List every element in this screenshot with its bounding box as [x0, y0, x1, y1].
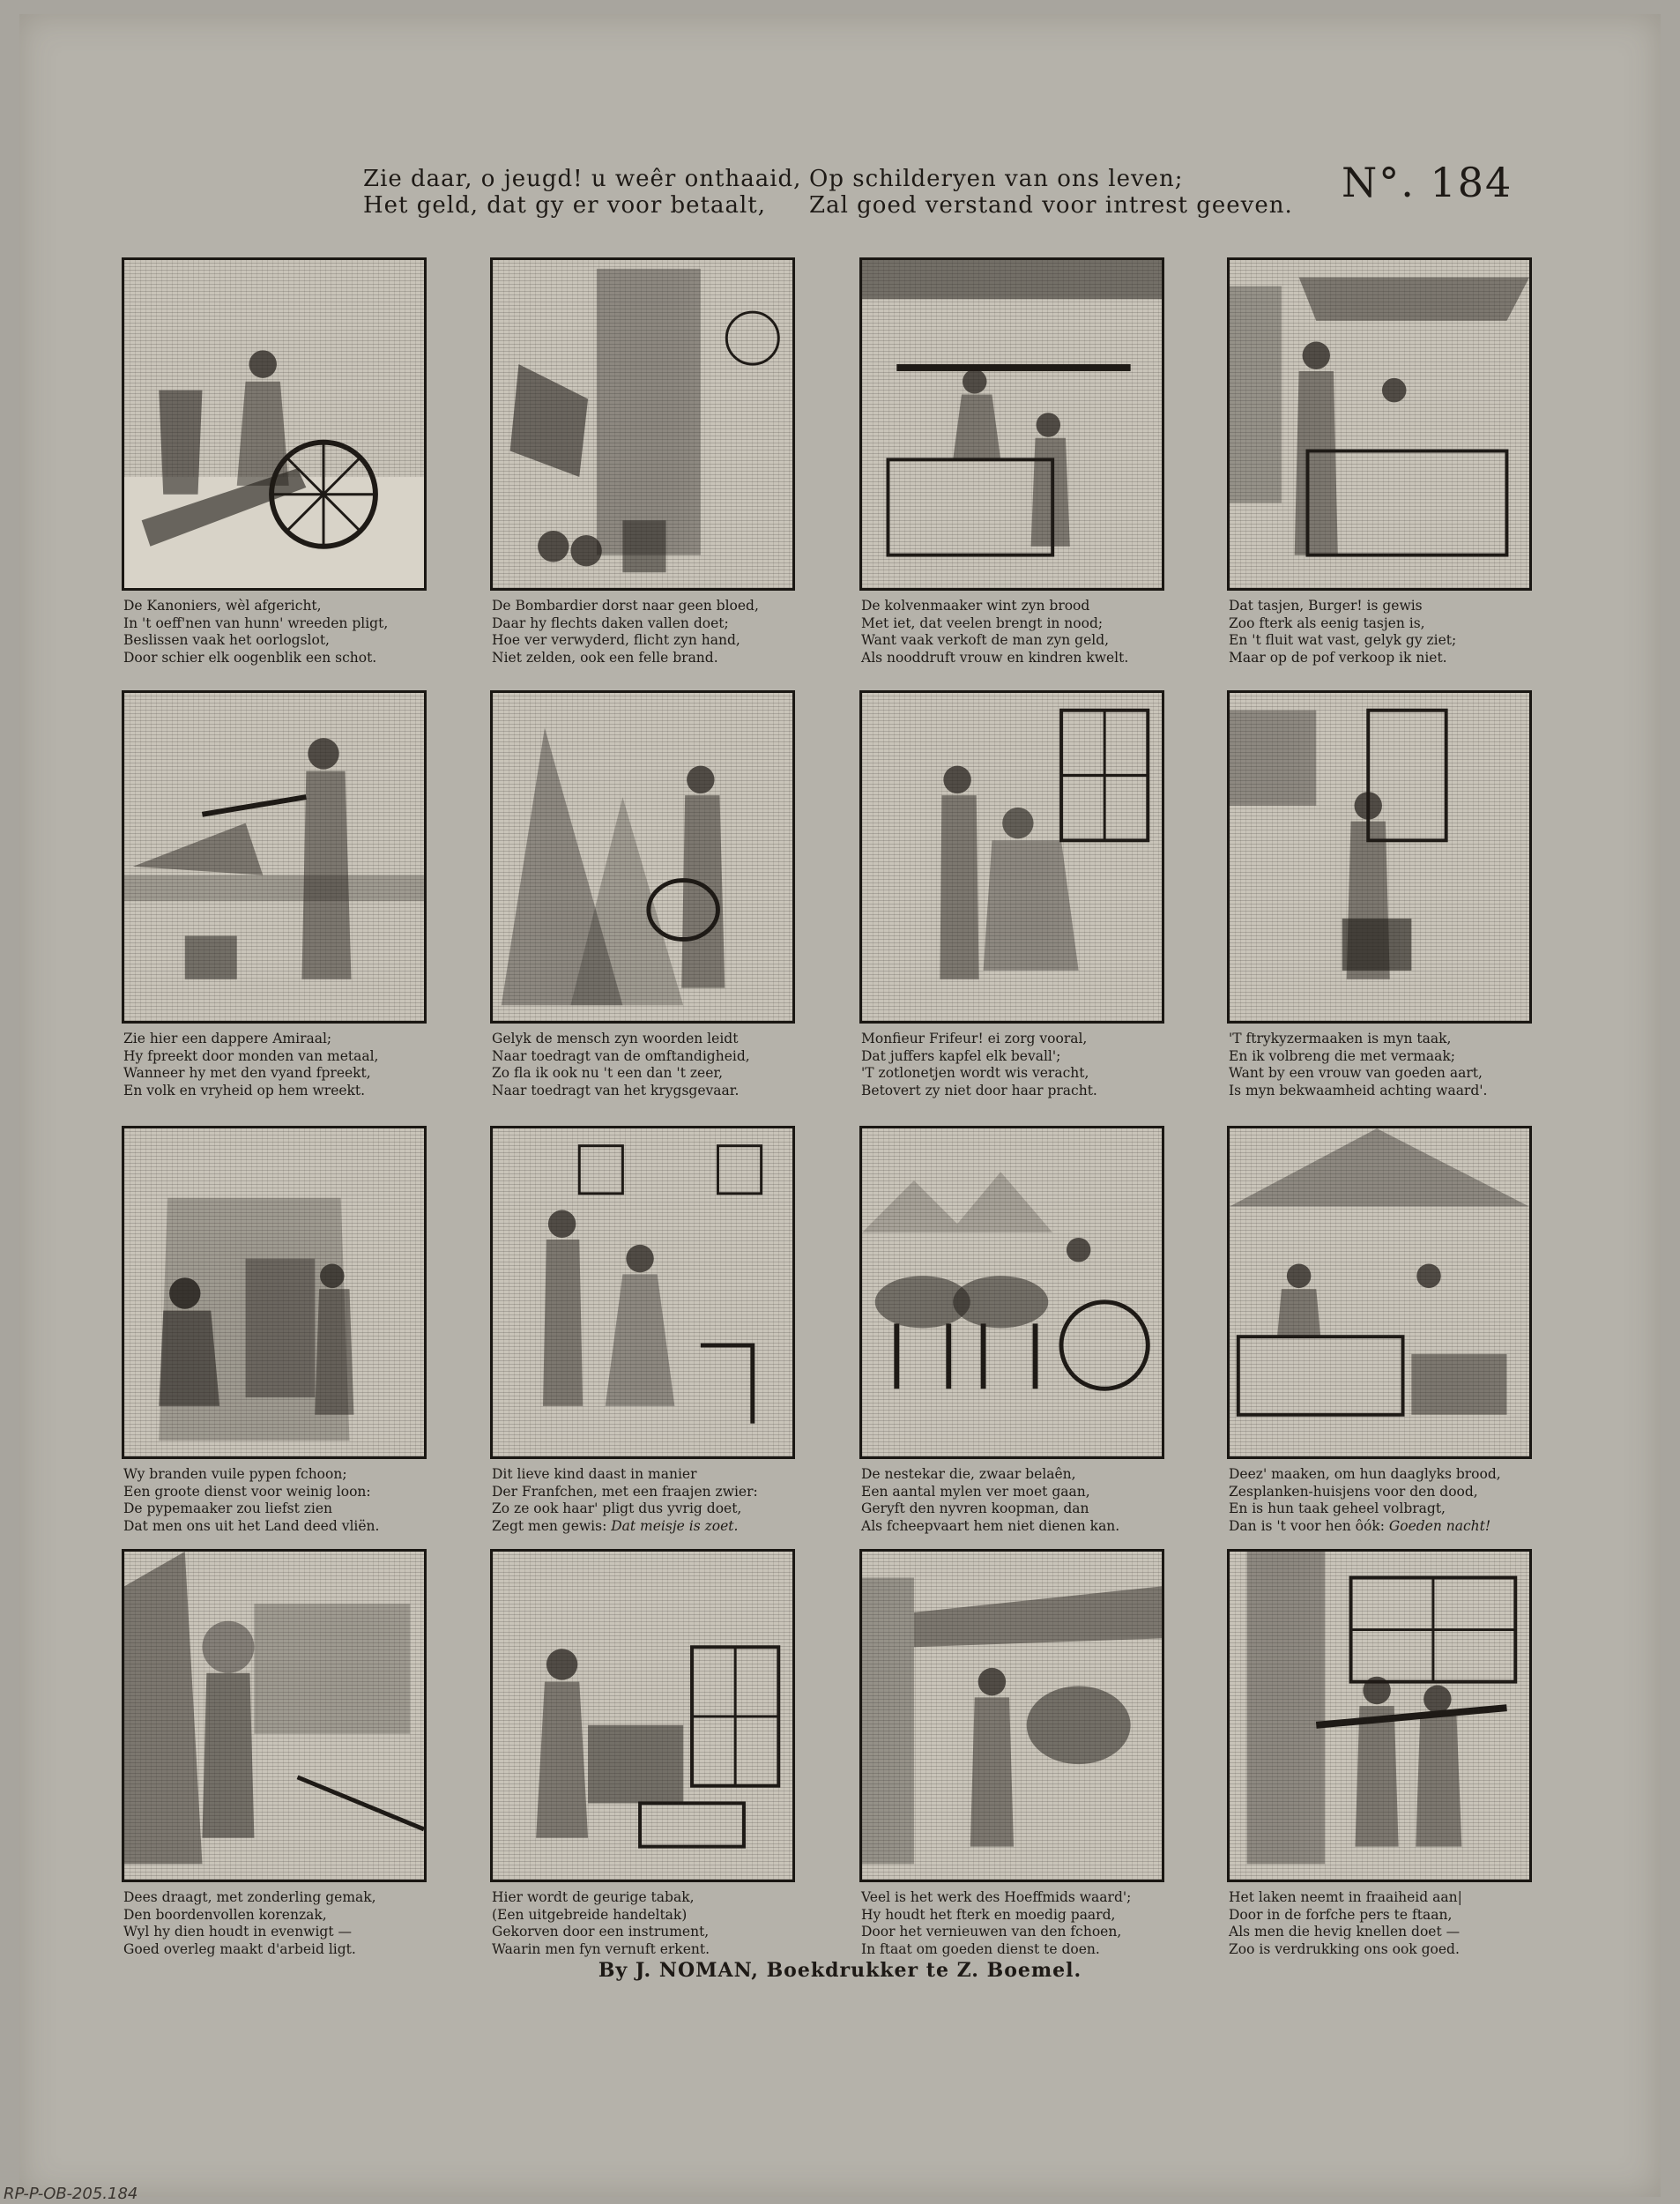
coffin-makers-icon [1227, 1126, 1532, 1459]
verse-line: Dat juffers kapfel elk bevall'; [861, 1047, 1061, 1064]
kiln-icon [122, 1126, 427, 1459]
mortar-icon [490, 257, 795, 591]
verse-line: Dan is 't voor hen ôók: Goeden nacht! [1229, 1517, 1491, 1534]
verse-line: Geryft den nyvren koopman, dan [861, 1500, 1089, 1516]
verse-line: Naar toedragt van het krygsgevaar. [492, 1082, 740, 1098]
verse-line: Want vaak verkoft de man zyn geld, [861, 632, 1110, 648]
verse-line: En volk en vryheid op hem wreekt. [123, 1082, 366, 1098]
verse-line: Zesplanken-huisjens voor den dood, [1229, 1483, 1478, 1500]
workshop-icon [859, 257, 1164, 591]
verse-line: In 't oeff'nen van hunn' wreeden pligt, [123, 614, 389, 631]
verse-line: Dees draagt, met zonderling gemak, [123, 1889, 376, 1905]
verse-line: Goed overleg maakt d'arbeid ligt. [123, 1940, 356, 1957]
header-verse-right [809, 166, 1293, 219]
verse-line: Monfieur Frifeur! ei zorg vooral, [861, 1031, 1088, 1046]
verse-line: Wy branden vuile pypen fchoon; [123, 1466, 347, 1482]
panel-verse [492, 1466, 809, 1535]
panel-verse [492, 1031, 809, 1099]
panel-verse [861, 598, 1178, 666]
header [0, 150, 1680, 229]
verse-line: Als men die hevig knellen doet — [1229, 1924, 1461, 1940]
verse-line: (Een uitgebreide handeltak) [492, 1906, 688, 1923]
verse-line: Zie hier een dappere Amiraal; [123, 1031, 332, 1046]
verse-line: Maar op de pof verkoop ik niet. [1229, 649, 1447, 666]
verse-line: Zoo is verdrukking ons ook goed. [1229, 1940, 1460, 1957]
panel-verse [123, 1031, 441, 1099]
hairdresser-icon [859, 690, 1164, 1024]
verse-line: Dit lieve kind daast in manier [492, 1466, 697, 1482]
verse-line: Zo ze ook haar' pligt dus yvrig doet, [492, 1500, 742, 1516]
verse-line: Gekorven door een instrument, [492, 1924, 710, 1940]
admiral-icon [122, 690, 427, 1024]
verse-line: De kolvenmaaker wint zyn brood [861, 598, 1090, 614]
verse-line: Der Franfchen, met een fraajen zwier: [492, 1483, 758, 1500]
verse-line: In ftaat om goeden dienst te doen. [861, 1940, 1100, 1957]
panel-verse [123, 598, 441, 666]
verse-line: Zegt men gewis: Dat meisje is zoet. [492, 1517, 739, 1534]
verse-line: Is myn bekwaamheid achting waard'. [1229, 1082, 1488, 1098]
panel-verse [1229, 1031, 1546, 1099]
cloth-press-icon [1227, 1549, 1532, 1882]
verse-line: Niet zelden, ook een felle brand. [492, 649, 718, 666]
archive-mark: RP-P-OB-205.184 [4, 2185, 138, 2203]
verse-line: Want by een vrouw van goeden aart, [1229, 1065, 1483, 1081]
verse-line: Als fcheepvaart hem niet dienen kan. [861, 1517, 1120, 1534]
verse-line: De Kanoniers, wèl afgericht, [123, 598, 322, 614]
verse-line: De nestekar die, zwaar belaên, [861, 1466, 1076, 1482]
sheet-number: N°. 184 [1342, 159, 1513, 206]
dance-lesson-icon [490, 1126, 795, 1459]
panel-verse [861, 1466, 1178, 1535]
verse-line: Het laken neemt in fraaiheid aan| [1229, 1889, 1462, 1905]
tobacco-cutter-icon [490, 1549, 795, 1882]
verse-line: Als nooddruft vrouw en kindren kwelt. [861, 649, 1129, 666]
header-line: Op schilderyen van ons leven; [809, 166, 1184, 192]
verse-line: Door schier elk oogenblik een schot. [123, 649, 377, 666]
verse-line: Hoe ver verwyderd, flicht zyn hand, [492, 632, 740, 648]
verse-line: Hy fpreekt door monden van metaal, [123, 1047, 379, 1064]
verse-line: Gelyk de mensch zyn woorden leidt [492, 1031, 739, 1046]
header-line: Zal goed verstand voor intrest geeven. [809, 192, 1293, 219]
verse-line: Betovert zy niet door haar pracht. [861, 1082, 1097, 1098]
panel-verse [123, 1466, 441, 1535]
panel-verse [492, 1889, 809, 1958]
verse-line: Zo fla ik ook nu 't een dan 't zeer, [492, 1065, 723, 1081]
verse-line: 'T ftrykyzermaaken is myn taak, [1229, 1031, 1452, 1046]
verse-line: Door het vernieuwen van den fchoen, [861, 1924, 1122, 1940]
verse-line: Hy houdt het fterk en moedig paard, [861, 1906, 1116, 1923]
verse-line: Dat tasjen, Burger! is gewis [1229, 598, 1423, 614]
header-line: Zie daar, o jeugd! u weêr onthaaid, [363, 166, 802, 192]
verse-line: De Bombardier dorst naar geen bloed, [492, 598, 759, 614]
farrier-icon [859, 1549, 1164, 1882]
horse-wagon-icon [859, 1126, 1164, 1459]
cannon-icon [122, 257, 427, 591]
panel-verse [1229, 1466, 1546, 1535]
panel-verse [123, 1889, 441, 1958]
verse-line: Met iet, dat veelen brengt in nood; [861, 614, 1104, 631]
printer-imprint: By J. NOMAN, Boekdrukker te Z. Boemel. [598, 1959, 1082, 1982]
verse-line: En is hun taak geheel volbragt, [1229, 1500, 1446, 1516]
verse-line: 'T zotlonetjen wordt wis veracht, [861, 1065, 1089, 1081]
panel-verse [492, 598, 809, 666]
header-line: Het geld, dat gy er voor betaalt, [363, 192, 767, 219]
header-verse-left [363, 166, 801, 219]
verse-line: Wanneer hy met den vyand fpreekt, [123, 1065, 371, 1081]
drummer-tent-icon [490, 690, 795, 1024]
verse-line: Een groote dienst voor weinig loon: [123, 1483, 371, 1500]
verse-line: Zoo fterk als eenig tasjen is, [1229, 614, 1425, 631]
verse-line: Naar toedragt van de omftandigheid, [492, 1047, 750, 1064]
verse-line: Een aantal mylen ver moet gaan, [861, 1483, 1090, 1500]
verse-line: En ik volbreng die met vermaak; [1229, 1047, 1456, 1064]
market-stall-icon [1227, 257, 1532, 591]
verse-line: Den boordenvollen korenzak, [123, 1906, 327, 1923]
verse-line: Beslissen vaak het oorlogslot, [123, 632, 330, 648]
panel-verse [861, 1889, 1178, 1958]
verse-line: Dat men ons uit het Land deed vliën. [123, 1517, 380, 1534]
verse-line: Wyl hy dien houdt in evenwigt — [123, 1924, 352, 1940]
verse-line: Waarin men fyn vernuft erkent. [492, 1940, 710, 1957]
verse-line: Door in de forfche pers te ftaan, [1229, 1906, 1453, 1923]
verse-line: Daar hy flechts daken vallen doet; [492, 614, 729, 631]
panel-verse [1229, 598, 1546, 666]
porter-icon [122, 1549, 427, 1882]
panel-verse [1229, 1889, 1546, 1958]
verse-line: En 't fluit wat vast, gelyk gy ziet; [1229, 632, 1457, 648]
verse-line: Hier wordt de geurige tabak, [492, 1889, 695, 1905]
verse-line: Veel is het werk des Hoeffmids waard'; [861, 1889, 1132, 1905]
panel-verse [861, 1031, 1178, 1099]
forge-icon [1227, 690, 1532, 1024]
verse-line: Deez' maaken, om hun daaglyks brood, [1229, 1466, 1501, 1482]
verse-line: De pypemaaker zou liefst zien [123, 1500, 333, 1516]
